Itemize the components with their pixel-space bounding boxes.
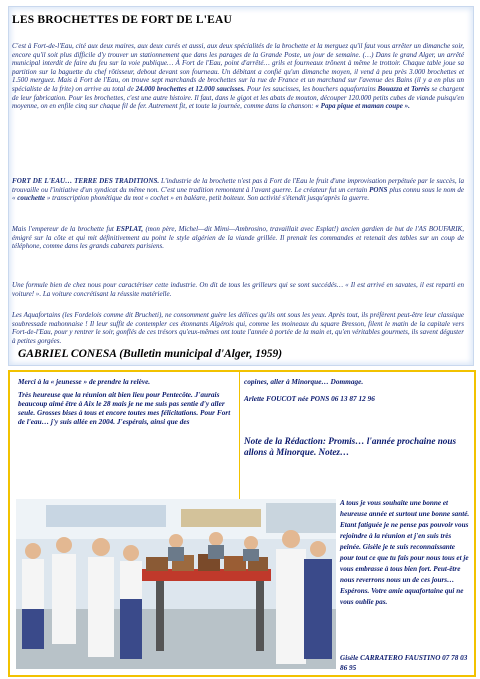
group-photo [16,499,336,669]
article-paragraph-4: Une formule bien de chez nous pour caractériser cette industrie. On dit de tous les grilleurs qui se sont succédés… « Il est arrivé en savates, il est reparti en voiture! ». La voiture concrétisant la réussite matérielle. [12,281,464,298]
letter-left-body: Très heureuse que la réunion ait bien lieu pour Pentecôte. J'aurais beaucoup aimé être à Aix le 28 mais je ne me suis pas sentie d'y aller seule. Grosses bises à tous et encore toutes mes félicitations. Pour Fort de l'eau… j'y suis allée en 2004. J'espérais, ainsi que des [18,390,231,426]
article-paragraph-3: Mais l'empereur de la brochette fut ESPLAT, (mon père, Michel—dit Mimi—Ambrosino, travaillait avec Esplat!) ancien gardien de but de l'AS BOUFARIK, émigré sur la côte et qui mit définitivement au point le style algérien de la viande grillée. Il prenait les commandes et retenait des tables sur un coup de téléphone, comme dans les grands cabarets parisiens. [12,225,465,251]
photo-illustration [16,499,336,669]
article-paragraph-1: C'est à Fort-de-l'Eau, cité aux deux maires, aux deux curés et aussi, aux deux spécialités de la brochette et la merguez qu'il faut vous arrêter un dimanche soir, encore qu'il soit plus difficile d'y trouver un stationnement que dans les parages de la Grande Poste, un jour de semaine. (…) Dans le grand Alger, un arrêté municipal interdit de faire du feu sur la voie publique… À Fort de l'Eau, point d'arrêté… grils et fourneaux trônent à même le trottoir. Chaque table joue sa partition sur la baguette du chef rôtisseur, debout devant son fourneau. Un débitant a confié qu'un dimanche moyen, il vend à peu près 3.000 brochettes et 1.500 merguez. Mais à Fort de l'Eau, on trouve sept marchands de brochettes sur la rue de France et un marchand sur l'avenue des Bains (il y a en plus un spécialiste de la frite) on arrive au total de 24.000 brochettes et 12.000 saucisses. Pour les saucisses, les bouchers aquafortains Bouazza et Torrès se chargent de leur fabrication. Pour les brochettes, c'est une autre histoire. Il faut, dans le gigot et les abats de mouton, découper 120.000 petits cubes de viande puisqu'en moyenne, on en enfile cinq sur chaque fil de fer. Autrement fit, et toute la journée, comme dans la chanson: « Papa pique et maman coupe ». [12,42,464,111]
letter-right [244,377,466,403]
article-author: GABRIEL CONESA (Bulletin municipal d'Alger, 1959) [18,348,283,360]
article-paragraph-5: Les Aquafortains (les Fordelois comme dit Brucheti), ne consomment guère les délices qu'ils ont sous les yeux. Après tout, ils préfèrent peut-être leur classique soubressade mahonnaise ! Il leur suffit de contempler ces étonnants Algérois qui, comme les moineaux du square Bresson, filent le matin de la capitale vers Fort-de-l'Eau, pour y rentrer le soir, gonflés de ces trésors qu'eux-mêmes ont toute l'année à portée de la main et, qu'en véritables gourmets, ils savent déguster à petites gorgées. [12,311,464,345]
article-title: LES BROCHETTES DE FORT DE L'EAU [12,14,232,26]
letter-right-body: copines, aller à Minorque… Dommage. [244,377,364,386]
letter-left-heading: Merci à la « jeunesse » de prendre la relève. [18,377,151,386]
letter-right-signature: Arlette FOUCOT née PONS 06 13 87 12 96 [244,394,375,403]
article-paragraph-2: FORT DE L'EAU… TERRE DES TRADITIONS. L'industrie de la brochette n'est pas à Fort de l'Eau le fruit d'une improvisation perpétuée par le succès, la trouvaille ou l'initiative d'un syndicat du même non. C'est une tradition remontant à l'avant guerre. Le créateur fut un certain PONS plus connu sous le nom de « couchette » transcription phonétique du mot « cochet » en baléare, petit boiteux. Son activité s'étendit jusqu'après la guerre. [12,177,464,203]
letter-left [18,377,236,426]
editor-note: Note de la Rédaction: Promis… l'année prochaine nous allons à Minorque. Notez… [244,436,457,457]
second-letter-signature: Gisèle CARRATERO FAUSTINO 07 78 03 86 95 [340,654,468,672]
column-divider [239,372,240,500]
second-letter: A tous je vous souhaite une bonne et heureuse année et surtout une bonne santé. Etant fatiguée je ne pense pas pouvoir vous rejoindre à la réunion et j'en suis très peinée. Gisèle je te suis reconnaissante pour tout ce que tu fais pour nous tous et je vous embrasse à tous bien fort. Peut-être nous reverrons nous un de ces jours… Espérons. Votre amie aquafortaine qui ne vous oublie pas. [340,499,470,606]
